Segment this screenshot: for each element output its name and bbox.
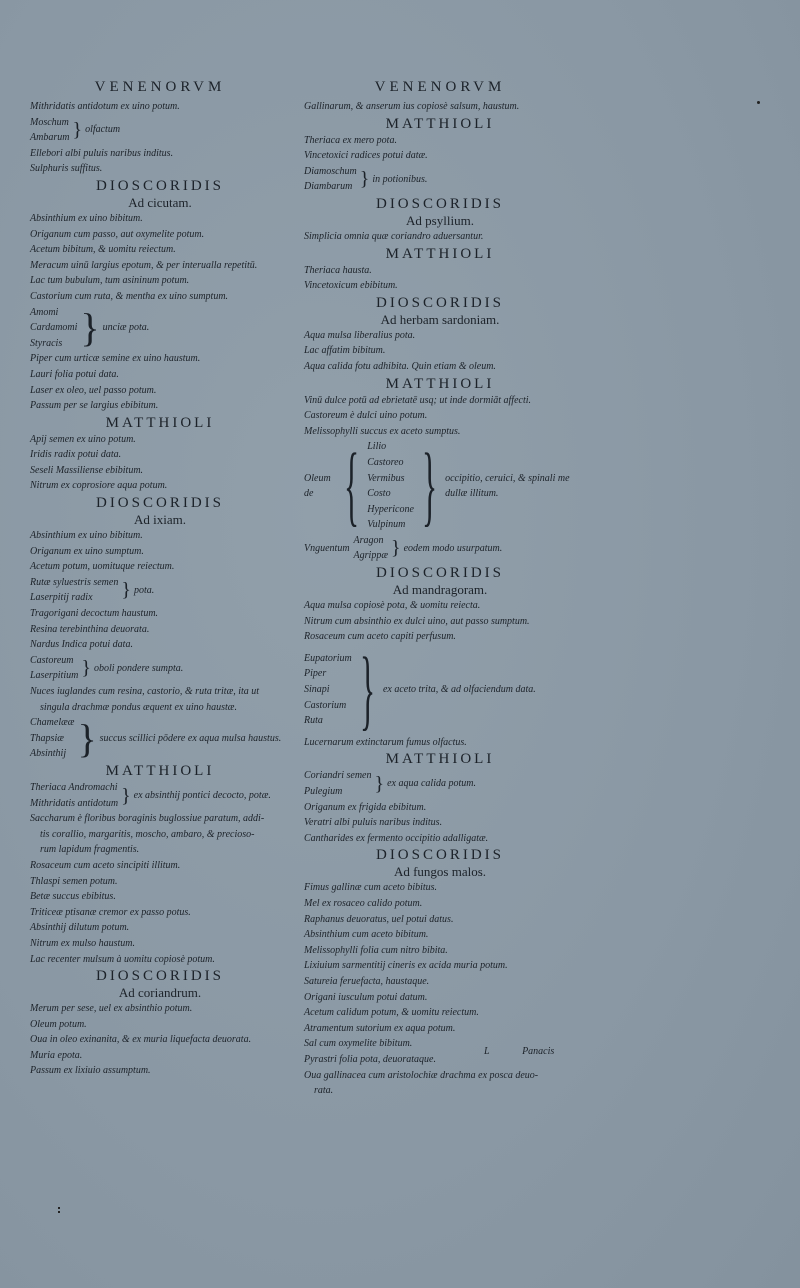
brace-item: Vermibus: [367, 472, 405, 484]
text-line: Acetum bibitum, & uomitu reiectum.: [30, 244, 176, 256]
left-column-body: [30, 99, 290, 1079]
text-line: Oua gallinacea cum aristolochiæ drachma ex posca deuo-: [304, 1069, 539, 1081]
brace-item: Vulpinum: [367, 519, 406, 531]
brace-item: Laserpitij radix: [30, 592, 93, 604]
text-line: Laser ex oleo, uel passo potum.: [30, 384, 157, 396]
author-heading: MATTHIOLI: [105, 414, 215, 431]
brace-glyph: }: [80, 304, 100, 350]
brace-glyph: }: [359, 639, 375, 739]
text-line: Lac tum bubulum, tum asininum potum.: [30, 275, 190, 287]
brace-item: Coriandri semen: [304, 770, 372, 782]
brace-target: succus scillici pōdere ex aqua mulsa haustus.: [99, 732, 282, 744]
text-line: Rosaceum cum aceto sincipiti illitum.: [30, 859, 181, 871]
text-line-continued: rata.: [314, 1085, 334, 1097]
text-line: Raphanus deuoratus, uel potui datus.: [304, 913, 454, 925]
text-line: Absinthium ex uino bibitum.: [30, 212, 143, 224]
text-line: Saccharum è floribus boraginis buglossiue paratum, addi-: [30, 813, 265, 825]
text-line: Lauri folia potui data.: [30, 368, 119, 380]
brace-group: [30, 653, 290, 684]
text-line: Aqua calida fotu adhibita. Quin etiam & oleum.: [304, 360, 496, 372]
brace-item: Costo: [367, 488, 391, 500]
brace-item: Lilio: [367, 441, 387, 453]
page-footer: [484, 1046, 584, 1057]
brace-item: Amomi: [30, 306, 59, 318]
brace-glyph: }: [77, 715, 97, 761]
text-line: Satureia feruefacta, haustaque.: [304, 975, 430, 987]
brace-items: [367, 439, 414, 533]
brace-item: Styracis: [30, 337, 63, 349]
text-line: Vincetoxicum ebibitum.: [304, 280, 398, 292]
brace-item: Chamelææ: [30, 717, 75, 729]
brace-glyph: }: [374, 773, 385, 796]
author-heading: MATTHIOLI: [385, 375, 495, 392]
brace-item: Sinapi: [304, 684, 330, 696]
text-line-continued: singula drachmæ pondus æquent ex uino haustæ.: [40, 701, 237, 713]
brace-group: [304, 164, 576, 195]
text-line: Origani iusculum potui datum.: [304, 991, 428, 1003]
brace-item: Absinthij: [30, 748, 67, 760]
text-line: Merum per sese, uel ex absinthio potum.: [30, 1003, 193, 1015]
text-line: Absinthij dilutum potum.: [30, 922, 130, 934]
brace-items: [30, 305, 77, 352]
brace-target: olfactum: [85, 124, 121, 136]
text-line: Passum ex lixiuio assumptum.: [30, 1065, 151, 1077]
brace-glyph: }: [81, 657, 91, 680]
brace-item: Cardamomi: [30, 322, 78, 334]
author-heading: DIOSCORIDIS: [375, 294, 504, 311]
brace-group: [30, 575, 290, 606]
text-line: Rosaceum cum aceto capiti perfusum.: [304, 631, 456, 643]
author-heading: DIOSCORIDIS: [95, 177, 224, 194]
section-heading: Ad mandragoram.: [392, 582, 488, 598]
text-line: Oleum potum.: [30, 1018, 87, 1030]
brace-items: [354, 533, 388, 564]
text-line: Triticeæ ptisanæ cremor ex passo potus.: [30, 906, 191, 918]
text-line: Veratri albi puluis naribus inditus.: [304, 817, 443, 829]
author-heading: MATTHIOLI: [385, 245, 495, 262]
text-line: Nardus Indica potui data.: [30, 639, 133, 651]
text-line: Lucernarum extinctarum fumus olfactus.: [304, 736, 467, 748]
brace-item: Thapsiæ: [30, 732, 64, 744]
text-line: Castoreum è dulci uino potum.: [304, 410, 428, 422]
brace-items: [30, 575, 118, 606]
running-head-right: VENENORVM: [374, 79, 506, 95]
brace-item: Aragon: [353, 534, 384, 546]
section-heading: Ad cicutam.: [128, 194, 192, 210]
text-line: Melissophylli succus ex aceto sumptus.: [304, 425, 461, 437]
brace-item: Eupatorium: [304, 652, 352, 664]
brace-lead: Oleum de: [304, 472, 331, 500]
text-line-continued: rum lapidum fragmentis.: [40, 844, 140, 856]
brace-group: [30, 715, 290, 762]
text-line: Acetum potum, uomituque reiectum.: [30, 561, 175, 573]
brace-item: Rutæ syluestris semen: [30, 576, 119, 588]
author-heading: DIOSCORIDIS: [375, 195, 504, 212]
ink-speck: [757, 101, 760, 104]
text-line: Origanum ex uino sumptum.: [30, 545, 144, 557]
brace-group: [30, 115, 290, 146]
text-line: Seseli Massiliense ebibitum.: [30, 464, 144, 476]
brace-item: Agrippæ: [353, 550, 388, 562]
brace-group: [30, 780, 290, 811]
brace-item: Ruta: [304, 715, 323, 727]
brace-group: [304, 436, 576, 536]
brace-item: Castoreo: [367, 456, 404, 468]
text-line: Absinthium ex uino bibitum.: [30, 530, 143, 542]
author-heading: DIOSCORIDIS: [95, 495, 224, 512]
brace-items: [304, 651, 352, 729]
text-line: Gallinarum, & anserum ius copiosè salsum, haustum.: [304, 101, 520, 112]
text-line: Castorium cum ruta, & mentha ex uino sumptum.: [30, 290, 229, 302]
brace-group: [304, 639, 576, 739]
brace-glyph: }: [421, 436, 438, 536]
brace-lead: Vnguentum: [304, 542, 350, 554]
text-line: Fimus gallinæ cum aceto bibitus.: [304, 882, 438, 894]
brace-glyph: }: [72, 119, 83, 142]
brace-item: Ambarum: [30, 132, 70, 144]
section-heading: Ad psyllium.: [406, 212, 474, 228]
text-line: Mithridatis antidotum ex uino potum.: [30, 101, 180, 112]
brace-target: ex aceto trita, & ad olfaciendum data.: [382, 684, 536, 696]
text-line: Mel ex rosaceo calido potum.: [304, 898, 423, 909]
text-line: Theriaca ex mero pota.: [304, 134, 397, 146]
brace-items: [30, 780, 118, 811]
brace-target: ex absinthij pontici decocto, potæ.: [133, 789, 271, 801]
brace-items: [30, 715, 74, 762]
text-line: Simplicia omnia quæ coriandro aduersantur.: [304, 230, 484, 242]
text-line: Melissophylli folia cum nitro bibita.: [304, 944, 448, 956]
brace-item: Theriaca Andromachi: [30, 781, 118, 793]
author-heading: DIOSCORIDIS: [95, 968, 224, 985]
brace-item: Pulegium: [304, 786, 343, 798]
brace-item: Laserpitium: [30, 670, 79, 682]
text-line: Ellebori albi puluis naribus inditus.: [30, 147, 174, 159]
brace-target: oboli pondere sumpta.: [93, 662, 184, 674]
brace-items: [30, 653, 78, 684]
brace-item: Castorium: [304, 699, 347, 711]
signature-mark: L: [484, 1046, 490, 1057]
catchword: Panacis: [522, 1046, 555, 1057]
author-heading: DIOSCORIDIS: [375, 565, 504, 582]
brace-item: Moschum: [30, 116, 69, 128]
author-heading: MATTHIOLI: [105, 762, 215, 779]
brace-item: Castoreum: [30, 654, 74, 666]
text-line: Piper cum urticæ semine ex uino haustum.: [30, 353, 201, 365]
text-line: Lac recenter mulsum à uomitu copiosè potum.: [30, 953, 215, 965]
brace-item: Diambarum: [304, 181, 353, 193]
brace-group: [304, 768, 576, 799]
text-line: Vinū dulce potū ad ebrietatē usq; ut inde dormiāt affecti.: [304, 394, 531, 406]
text-line-continued: tis corallio, margaritis, moscho, ambaro, & precioso-: [40, 828, 255, 840]
text-line: Sulphuris suffitus.: [30, 163, 103, 175]
text-line: Pyrastri folia pota, deuorataque.: [304, 1053, 436, 1065]
text-line: Lac affatim bibitum.: [304, 345, 386, 357]
text-line: Nitrum ex mulso haustum.: [30, 937, 135, 949]
text-line: Lixiuium sarmentitij cineris ex acida muria potum.: [304, 960, 508, 972]
text-line: Oua in oleo exinanita, & ex muria liquefacta deuorata.: [30, 1034, 252, 1046]
brace-target: eodem modo usurpatum.: [403, 542, 503, 554]
text-line: Muria epota.: [30, 1049, 83, 1061]
text-line: Acetum calidum potum, & uomitu reiectum.: [304, 1007, 479, 1019]
section-heading: Ad ixiam.: [134, 512, 186, 528]
author-heading: MATTHIOLI: [385, 751, 495, 768]
brace-target: in potionibus.: [372, 173, 428, 185]
text-line: Vincetoxici radices potui datæ.: [304, 150, 428, 162]
text-line: Meracum uinū largius epotum, & per interualla repetitū.: [30, 259, 258, 271]
brace-glyph: }: [391, 537, 401, 560]
text-line: Iridis radix potui data.: [30, 449, 122, 461]
text-line: Origanum cum passo, aut oxymelite potum.: [30, 228, 205, 240]
brace-item: Hypericone: [367, 503, 414, 515]
brace-item: Mithridatis antidotum: [30, 797, 119, 809]
brace-target: pota.: [133, 584, 155, 596]
ink-speck: [58, 1207, 62, 1213]
brace-group: [304, 533, 576, 564]
brace-glyph: }: [121, 579, 131, 602]
text-line: Passum per se largius ebibitum.: [30, 400, 159, 412]
text-line: Aqua mulsa copiosè pota, & uomitu reiecta.: [304, 600, 481, 612]
brace-item: Piper: [304, 668, 327, 680]
brace-items: [304, 768, 372, 799]
text-line: Atramentum sutorium ex aqua potum.: [304, 1022, 456, 1034]
brace-target: ex aqua calida potum.: [387, 778, 476, 790]
brace-items: [30, 115, 69, 146]
brace-group: [30, 305, 290, 352]
text-line: Betæ succus ebibitus.: [30, 891, 116, 903]
text-line: Thlaspi semen potum.: [30, 875, 118, 887]
brace-items: [304, 164, 357, 195]
brace-target: occipitio, ceruici, & spinali me dullæ illitum.: [445, 472, 570, 500]
brace-glyph: }: [121, 784, 131, 807]
author-heading: DIOSCORIDIS: [375, 847, 504, 864]
brace-glyph: }: [359, 168, 370, 191]
text-line: Tragorigani decoctum haustum.: [30, 608, 159, 620]
brace-item: Diamoschum: [304, 165, 357, 177]
text-line: Sal cum oxymelite bibitum.: [304, 1038, 413, 1050]
right-column: [304, 78, 576, 1099]
brace-target: unciæ pota.: [102, 322, 150, 334]
brace-glyph: {: [344, 436, 360, 536]
text-line: Cantharides ex fermento occipitio adalligatæ.: [304, 832, 489, 844]
right-column-body: [304, 99, 576, 1099]
section-heading: Ad fungos malos.: [393, 864, 487, 880]
section-heading: Ad herbam sardoniam.: [380, 311, 500, 327]
text-line: Nitrum ex coprosiore aqua potum.: [30, 480, 168, 492]
text-line: Origanum ex frigida ebibitum.: [304, 801, 427, 813]
text-line: Apij semen ex uino potum.: [30, 433, 136, 445]
text-line: Nuces iuglandes cum resina, castorio, & ruta tritæ, ita ut: [30, 686, 260, 697]
left-column: [30, 78, 290, 1079]
text-line: Nitrum cum absinthio ex dulci uino, aut passo sumptum.: [304, 615, 530, 627]
text-line: Resina terebinthina deuorata.: [30, 623, 150, 635]
running-head-left: VENENORVM: [94, 79, 226, 95]
text-line: Absinthium cum aceto bibitum.: [304, 929, 429, 941]
text-line: Aqua mulsa liberalius pota.: [304, 329, 416, 341]
text-line: Theriaca hausta.: [304, 264, 372, 276]
section-heading: Ad coriandrum.: [118, 985, 202, 1001]
author-heading: MATTHIOLI: [385, 115, 495, 132]
